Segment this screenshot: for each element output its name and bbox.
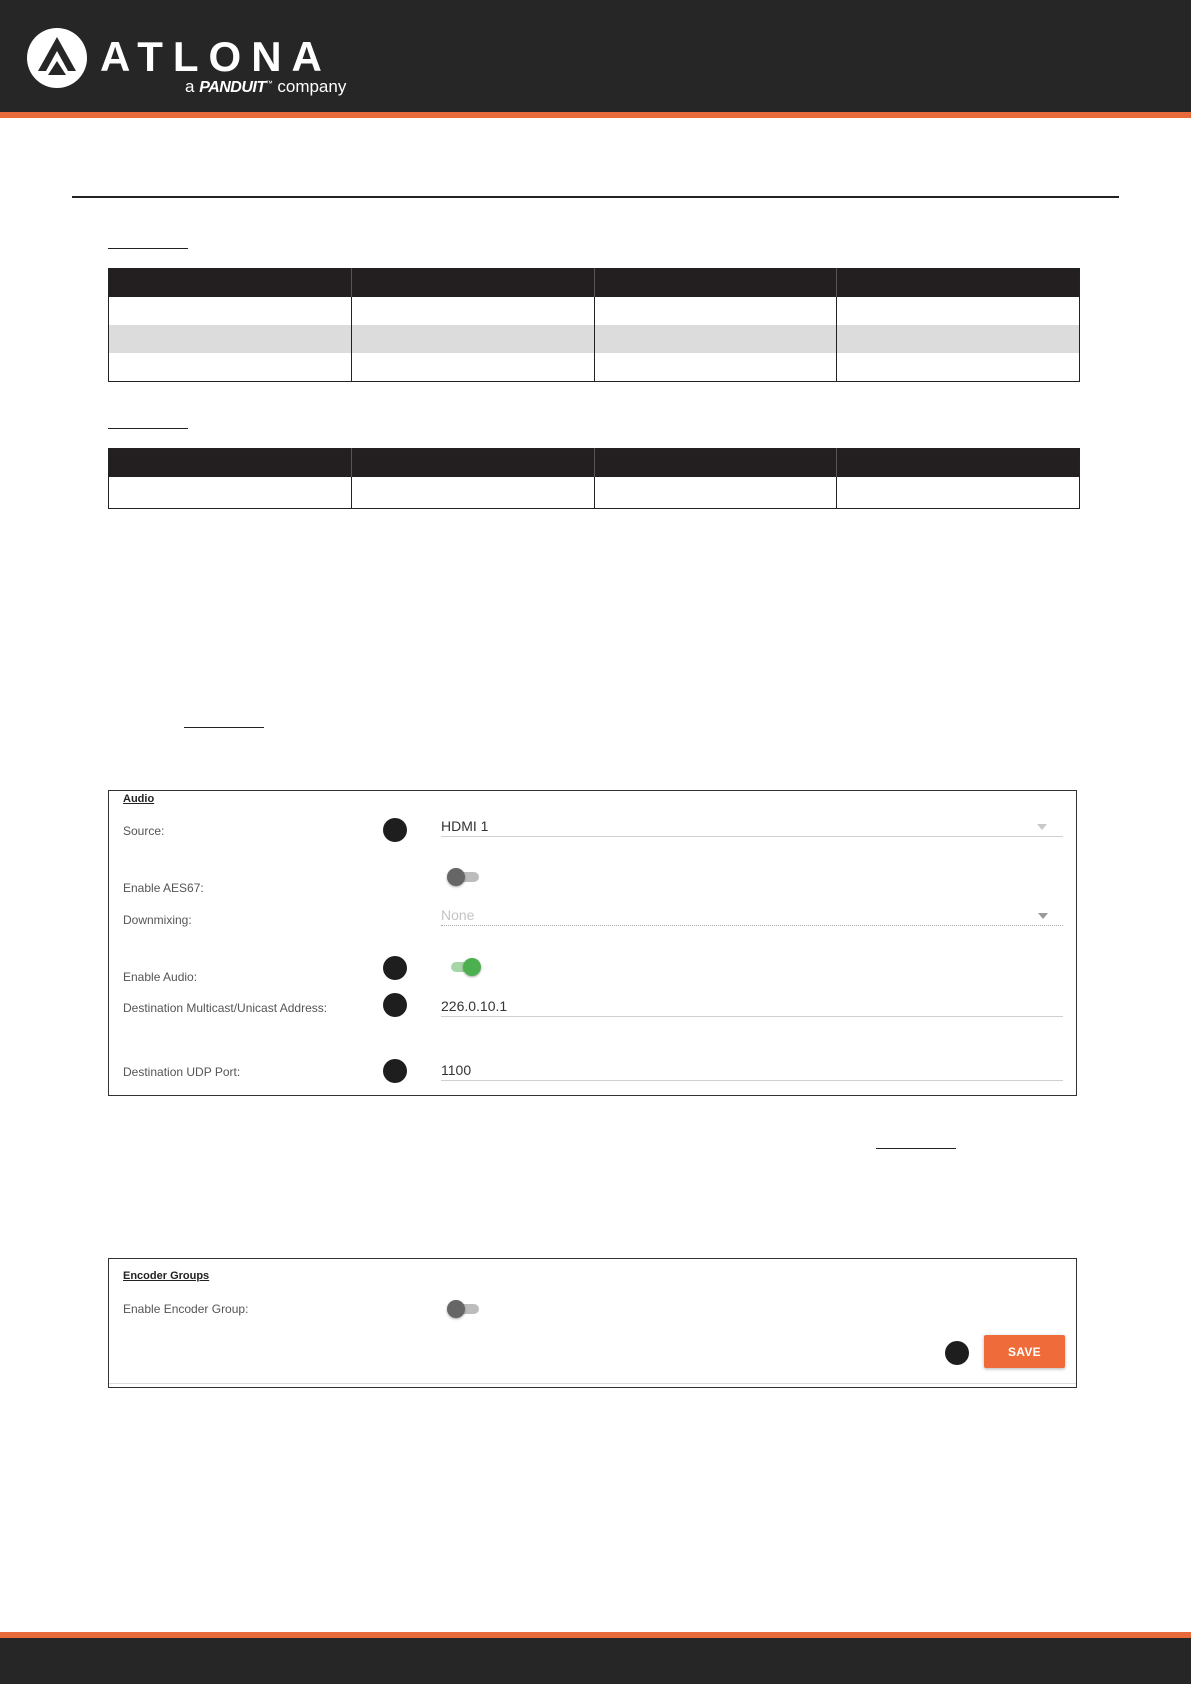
tagline-brand: PANDUIT [199,79,266,96]
destination-address-value: 226.0.10.1 [441,998,508,1014]
toggle-knob [447,868,465,886]
logo-tagline: a PANDUIT™ company [185,77,347,96]
downmixing-label: Downmixing: [123,913,192,927]
enable-aes67-toggle[interactable] [447,867,481,887]
encoder-groups-panel [108,1258,1077,1388]
toggle-knob [447,1300,465,1318]
callout-marker [383,818,407,842]
atlona-wordmark [100,35,370,79]
table-header-cell [351,449,594,478]
destination-address-label: Destination Multicast/Unicast Address: [123,1001,328,1015]
destination-port-label: Destination UDP Port: [123,1065,241,1079]
table-row [109,297,1080,325]
table-header-cell [109,269,352,298]
encoder-groups-title: Encoder Groups [123,1270,210,1282]
toggle-knob [463,958,481,976]
tagline-prefix: a [185,77,195,96]
enable-audio-toggle[interactable] [447,957,481,977]
table-1-caption-underline [108,248,188,249]
link-underline [876,1148,956,1149]
link-underline [184,727,264,728]
table-header-row [109,269,1080,298]
callout-marker [383,1059,407,1083]
audio-settings-panel [108,790,1077,1096]
destination-port-value: 1100 [441,1062,472,1078]
downmixing-value: None [441,907,475,923]
source-label: Source: [123,824,165,838]
source-value: HDMI 1 [441,818,489,834]
table-header-row [109,449,1080,478]
destination-address-input[interactable] [441,995,1063,1017]
downmixing-select[interactable] [441,905,1063,926]
table-row [109,325,1080,353]
table-header-cell [351,269,594,298]
destination-port-input[interactable] [441,1059,1063,1081]
chevron-down-icon [1037,824,1047,830]
table-2-caption-underline [108,428,188,429]
save-button[interactable]: SAVE [984,1335,1065,1368]
table-header-cell [594,269,837,298]
table-header-cell [837,269,1080,298]
table-row [109,353,1080,382]
table-header-cell [837,449,1080,478]
section-divider [72,196,1119,198]
header-accent-stripe [0,112,1191,118]
callout-marker [383,993,407,1017]
page-footer [0,1638,1191,1684]
enable-encoder-group-toggle[interactable] [447,1299,481,1319]
panel-bottom-divider [109,1383,1076,1384]
callout-marker [945,1341,969,1365]
chevron-down-icon [1038,913,1048,919]
source-select[interactable] [441,815,1063,837]
audio-panel-title: Audio [123,793,155,805]
callout-marker [383,956,407,980]
enable-encoder-group-label: Enable Encoder Group: [123,1302,249,1316]
atlona-logo-icon [26,27,88,89]
tagline-suffix: company [277,77,347,96]
enable-aes67-label: Enable AES67: [123,881,204,895]
svg-text:ATLONA: ATLONA [100,35,332,79]
table-header-cell [594,449,837,478]
spec-table-2 [108,448,1080,509]
spec-table-1 [108,268,1080,382]
table-header-cell [109,449,352,478]
table-row [109,477,1080,509]
enable-audio-label: Enable Audio: [123,970,198,984]
